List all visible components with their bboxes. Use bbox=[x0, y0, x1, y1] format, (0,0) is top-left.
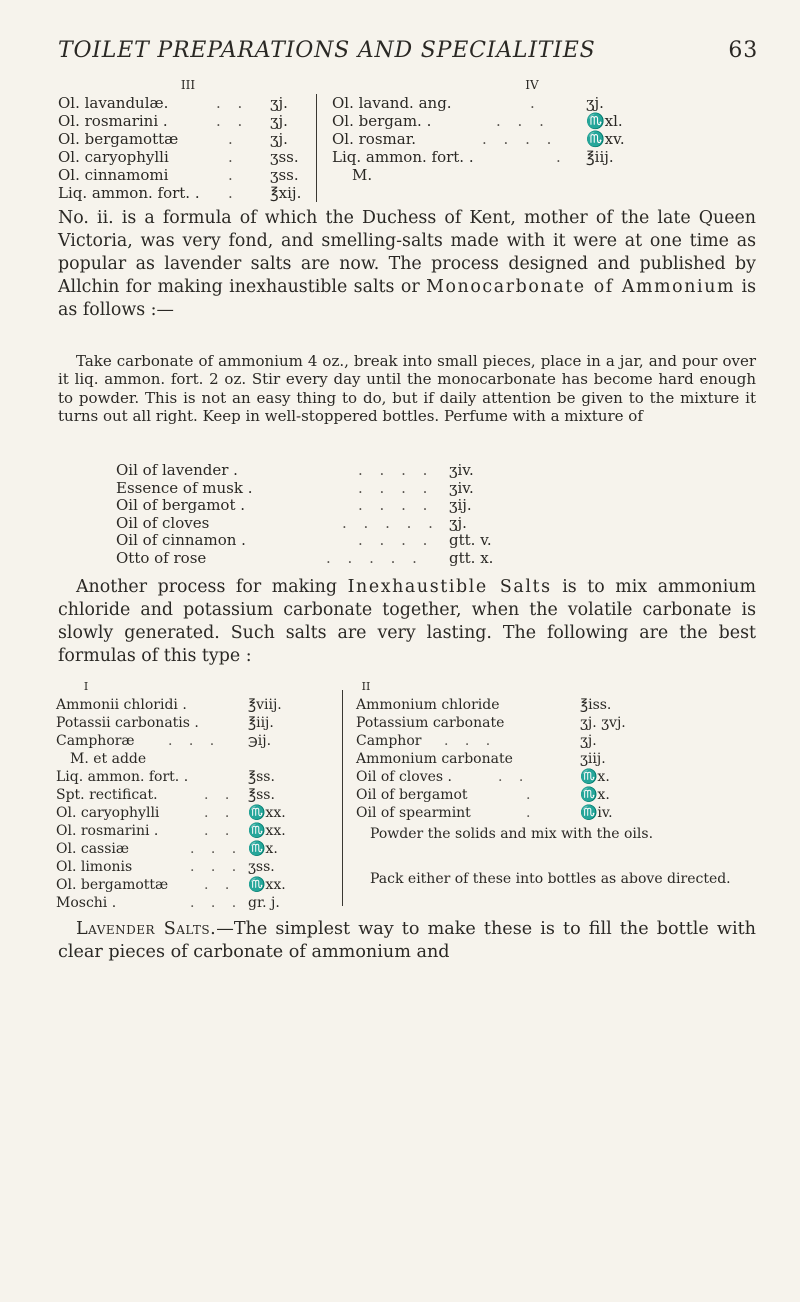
ingredient-quantity: ℥iij. bbox=[248, 715, 274, 731]
paragraph-text: —The simplest way to make these is to fill the bottle with clear pieces of carbonate of ammonium and bbox=[58, 919, 756, 962]
ingredient-name: Oil of cloves . bbox=[356, 769, 452, 785]
running-title: TOILET PREPARATIONS AND SPECIALITIES bbox=[58, 38, 596, 63]
formula-row: Ol. lavandulæ. . . ʒj. bbox=[58, 94, 288, 112]
ingredient-name: Spt. rectificat. bbox=[56, 787, 158, 803]
formula-iv bbox=[332, 76, 732, 184]
perfume-row: Oil of bergamot . . . . . ʒij. bbox=[116, 496, 472, 514]
paragraph-duchess bbox=[58, 207, 756, 322]
ingredient-name: Ol. rosmar. bbox=[332, 130, 416, 148]
paragraph-inexhaustible-salts bbox=[58, 576, 756, 668]
formula-row: Ol. rosmarini . . . ♏xx. bbox=[56, 823, 286, 839]
ingredient-name: Oil of cinnamon . bbox=[116, 531, 246, 549]
perfume-row: Essence of musk . . . . . ʒiv. bbox=[116, 478, 474, 497]
formula-row: Ol. limonis . . . ʒss. bbox=[56, 859, 275, 875]
paragraph-text: is to mix ammonium chloride and potassium carbonate together, when the volatile carbonate is slowly generated. Such salts are very lasting. The following are the best formulas of this type : bbox=[58, 577, 756, 666]
ingredient-name: Ol. bergamottæ bbox=[58, 130, 179, 148]
formula-row: Ol. bergamottæ . . ♏xx. bbox=[56, 877, 286, 893]
formula-iv-label: IV bbox=[525, 78, 539, 92]
perfume-row: Otto of rose . . . . . gtt. x. bbox=[116, 548, 494, 567]
ingredient-quantity: ℥iij. bbox=[586, 148, 614, 166]
formula-row: Camphor . . . ʒj. bbox=[356, 733, 597, 749]
ingredient-name: Oil of cloves bbox=[116, 513, 210, 532]
ingredient-name: Potassium carbonate bbox=[356, 715, 505, 731]
formula-row bbox=[56, 714, 336, 732]
column-divider bbox=[342, 690, 343, 906]
emphasized-term: Monocarbonate of Ammonium bbox=[426, 277, 736, 297]
perfume-mixture bbox=[116, 462, 536, 567]
ingredient-quantity: ♏xx. bbox=[248, 823, 286, 839]
ingredient-quantity: gr. j. bbox=[248, 895, 280, 911]
perfume-row: Oil of cloves . . . . . ʒj. bbox=[116, 513, 467, 532]
formula-row: Liq. ammon. fort. . . ℥xij. bbox=[58, 184, 302, 202]
ingredient-name: Ol. rosmarini . bbox=[56, 823, 159, 839]
ingredient-name: Ol. bergamottæ bbox=[56, 877, 169, 893]
ingredient-quantity: ℥ss. bbox=[248, 769, 275, 785]
formula-row bbox=[356, 696, 756, 714]
ingredient-name: Ol. caryophylli bbox=[58, 148, 169, 166]
formula-row: Ol. rosmarini . . . ʒj. bbox=[58, 112, 288, 130]
page-number: 63 bbox=[728, 38, 758, 63]
ingredient-quantity: ℥ss. bbox=[248, 787, 275, 803]
ingredient-name: Liq. ammon. fort. . bbox=[56, 769, 189, 785]
ingredient-quantity: ♏iv. bbox=[580, 805, 613, 821]
ingredient-quantity: ℥viij. bbox=[248, 697, 282, 713]
ingredient-name: Ol. bergam. . bbox=[332, 112, 432, 130]
ingredient-name: Oil of bergamot . bbox=[116, 496, 246, 514]
ingredient-name: Ol. caryophylli bbox=[56, 805, 160, 821]
formula-row bbox=[56, 750, 336, 768]
formula-row bbox=[332, 166, 732, 184]
ingredient-quantity: ʒj. bbox=[586, 94, 604, 112]
formula-row: Ol. bergamottæ . ʒj. bbox=[58, 130, 288, 148]
formula-row: Oil of cloves . . . ♏x. bbox=[356, 769, 610, 785]
running-header bbox=[58, 38, 758, 72]
ingredient-quantity: ℥iss. bbox=[580, 697, 612, 713]
ingredient-quantity: ʒj. bbox=[270, 130, 288, 148]
section-lead: Lavender Salts. bbox=[76, 919, 217, 939]
formula-row: Spt. rectificat. . . ℥ss. bbox=[56, 787, 275, 803]
ingredient-name: Ol. limonis bbox=[56, 859, 133, 875]
ingredient-name: M. et adde bbox=[70, 751, 147, 767]
formula-ii bbox=[356, 678, 756, 822]
ingredient-name: Moschi . bbox=[56, 895, 117, 911]
paragraph-text: Another process for making bbox=[76, 577, 348, 597]
ingredient-quantity: ʒss. bbox=[270, 148, 299, 166]
formula-row: Moschi . . . . gr. j. bbox=[56, 895, 280, 911]
formula-row: Ol. cinnamomi . ʒss. bbox=[58, 166, 299, 184]
ingredient-name: Ol. lavand. ang. bbox=[332, 94, 452, 112]
ingredient-quantity: ♏xv. bbox=[586, 130, 625, 148]
perfume-row: Oil of cinnamon . . . . . gtt. v. bbox=[116, 531, 492, 549]
ingredient-quantity: ʒiv. bbox=[449, 461, 474, 479]
ingredient-name: Oil of spearmint bbox=[356, 805, 471, 821]
ingredient-quantity: ♏xx. bbox=[248, 805, 286, 821]
ingredient-name: Camphoræ bbox=[56, 733, 135, 749]
emphasized-term: Inexhaustible Salts bbox=[347, 577, 552, 597]
ingredient-quantity: ʒj. ʒvj. bbox=[580, 715, 626, 731]
ingredient-name: Ol. rosmarini . bbox=[58, 112, 168, 130]
formula-row bbox=[56, 696, 336, 714]
ingredient-quantity: ♏x. bbox=[580, 787, 610, 803]
ingredient-quantity: ʒj. bbox=[449, 513, 467, 532]
paragraph-allchin-process: Take carbonate of ammonium 4 oz., break into small pieces, place in a jar, and pour over it liq. ammon. fort. 2 oz. Stir every day until the monocarbonate has become hard enough to powder. This is not an easy thing to do, but if daily attention be given to the mixture it turns out all right. Keep in well-stoppered bottles. Perfume with a mixture of bbox=[58, 352, 756, 426]
ingredient-name: Essence of musk . bbox=[116, 478, 253, 497]
formula-row bbox=[356, 714, 756, 732]
ingredient-name: Ammonium chloride bbox=[356, 697, 500, 713]
formula-row: Oil of bergamot . ♏x. bbox=[356, 787, 610, 803]
ingredient-quantity: ♏x. bbox=[248, 841, 278, 857]
ingredient-quantity: ♏x. bbox=[580, 769, 610, 785]
ingredient-quantity: ʒiij. bbox=[580, 751, 606, 767]
ingredient-quantity: ʒj. bbox=[270, 94, 288, 112]
formula-row: Ol. lavand. ang. . ʒj. bbox=[332, 94, 604, 112]
ingredient-name: Ammonium carbonate bbox=[356, 751, 513, 767]
ingredient-quantity: ʒss. bbox=[248, 859, 275, 875]
ingredient-quantity: ʒij. bbox=[449, 496, 472, 514]
ingredient-quantity: ℈ij. bbox=[248, 733, 272, 749]
ingredient-quantity: ℥xij. bbox=[270, 184, 302, 202]
paragraph-text: is as follows :— bbox=[58, 277, 756, 320]
formula-row: Ol. caryophylli . ʒss. bbox=[58, 148, 299, 166]
ingredient-name: Oil of bergamot bbox=[356, 787, 468, 803]
formula-footer: M. bbox=[352, 166, 373, 184]
formula-row: Oil of spearmint . ♏iv. bbox=[356, 805, 613, 821]
ingredient-quantity: gtt. v. bbox=[449, 531, 492, 549]
formula-ii-note-pack: Pack either of these into bottles as above directed. bbox=[370, 871, 731, 887]
formula-row: Ol. rosmar. . . . . ♏xv. bbox=[332, 130, 625, 148]
formula-row: Ol. caryophylli . . ♏xx. bbox=[56, 805, 286, 821]
formula-row: Ol. bergam. . . . . ♏xl. bbox=[332, 112, 623, 130]
ingredient-name: Potassii carbonatis . bbox=[56, 715, 199, 731]
ingredient-name: Ol. cinnamomi bbox=[58, 166, 169, 184]
ingredient-quantity: ♏xl. bbox=[586, 112, 623, 130]
ingredient-quantity: ʒj. bbox=[270, 112, 288, 130]
ingredient-name: Liq. ammon. fort. . bbox=[332, 148, 474, 166]
ingredient-name: Ol. lavandulæ. bbox=[58, 94, 169, 112]
ingredient-quantity: ♏xx. bbox=[248, 877, 286, 893]
paragraph-text: No. ii. is a formula of which the Duchess of Kent, mother of the late Queen Victoria, was very fond, and smelling-salts made with it were at one time as popular as lavender salts are now. The process designed and published by Allchin for making inexhaustible salts or bbox=[58, 208, 756, 297]
formula-row bbox=[56, 768, 336, 786]
ingredient-name: Oil of lavender . bbox=[116, 461, 238, 479]
formula-ii-label: II bbox=[361, 680, 371, 693]
formula-row bbox=[356, 750, 756, 768]
formula-ii-note-powder: Powder the solids and mix with the oils. bbox=[370, 826, 654, 842]
formula-iii bbox=[58, 76, 318, 202]
formula-i bbox=[56, 678, 336, 912]
ingredient-quantity: ʒj. bbox=[580, 733, 597, 749]
ingredient-name: Liq. ammon. fort. . bbox=[58, 184, 200, 202]
ingredient-name: Ol. cassiæ bbox=[56, 841, 130, 857]
ingredient-quantity: gtt. x. bbox=[449, 548, 494, 567]
ingredient-quantity: ʒss. bbox=[270, 166, 299, 184]
formula-row: Liq. ammon. fort. . . ℥iij. bbox=[332, 148, 614, 166]
formula-row: Ol. cassiæ . . . ♏x. bbox=[56, 841, 278, 857]
ingredient-name: Ammonii chloridi . bbox=[56, 697, 187, 713]
ingredient-name: Camphor bbox=[356, 733, 422, 749]
ingredient-quantity: ʒiv. bbox=[449, 478, 474, 497]
formula-row: Camphoræ . . . ℈ij. bbox=[56, 733, 272, 749]
ingredient-name: Otto of rose bbox=[116, 548, 207, 567]
paragraph-lavender-salts bbox=[58, 918, 756, 964]
column-divider bbox=[316, 94, 317, 202]
formula-i-label: I bbox=[83, 680, 89, 693]
formula-iii-label: III bbox=[180, 78, 196, 92]
perfume-row: Oil of lavender . . . . . ʒiv. bbox=[116, 461, 474, 479]
